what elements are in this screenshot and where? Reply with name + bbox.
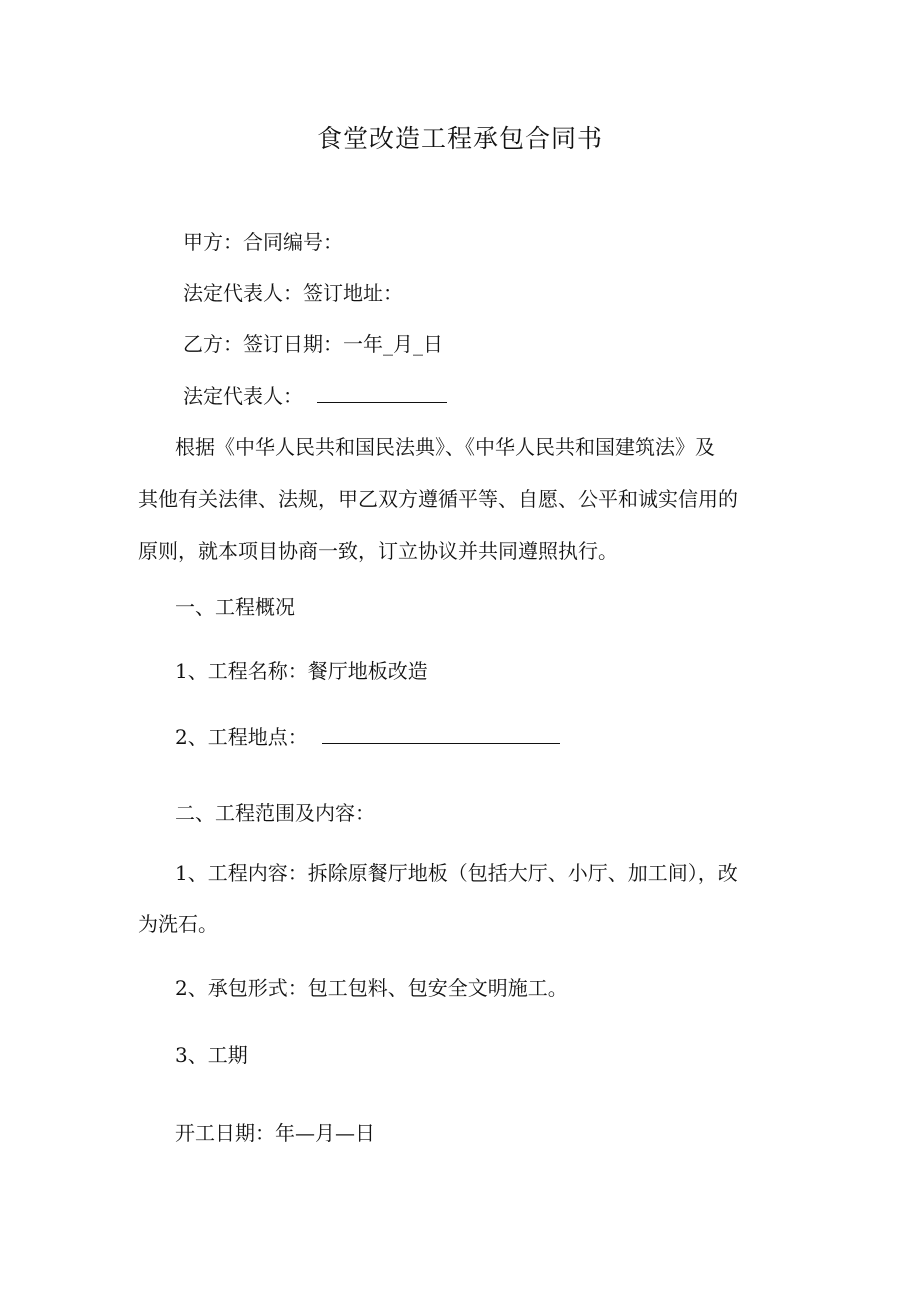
party-a-line: 甲方：合同编号：: [183, 230, 343, 254]
section-2-heading: 二、工程范围及内容：: [175, 801, 375, 825]
start-date-line: 开工日期：年—月—日: [175, 1121, 375, 1145]
representative-b-line: [183, 382, 447, 409]
representative-a-line: 法定代表人：签订地址：: [183, 281, 403, 305]
section-1-item-2: [175, 723, 560, 750]
section-2-item-1-line-1: 1、工程内容：拆除原餐厅地板（包括大厅、小厅、加工间），改: [175, 861, 738, 885]
section-2-item-1-line-2: 为洗石。: [138, 912, 218, 936]
preamble-line-2: 其他有关法律、法规，甲乙双方遵循平等、自愿、公平和诚实信用的: [138, 487, 738, 511]
representative-b-blank: [317, 382, 447, 403]
section-1-heading: 一、工程概况: [175, 595, 295, 619]
preamble-line-3: 原则，就本项目协商一致，订立协议并共同遵照执行。: [138, 539, 618, 563]
section-2-item-2: 2、承包形式：包工包料、包安全文明施工。: [175, 976, 568, 1000]
project-location-blank: [322, 723, 560, 744]
section-2-item-3: 3、工期: [175, 1043, 248, 1067]
preamble-line-1: 根据《中华人民共和国民法典》、《中华人民共和国建筑法》及: [175, 435, 715, 459]
document-title: 食堂改造工程承包合同书: [316, 124, 603, 153]
party-b-line: 乙方：签订日期：一年_月_日: [183, 332, 443, 356]
representative-b-label: 法定代表人：: [183, 384, 303, 408]
section-1-item-1: 1、工程名称：餐厅地板改造: [175, 659, 428, 683]
project-location-label: 2、工程地点：: [175, 725, 308, 749]
